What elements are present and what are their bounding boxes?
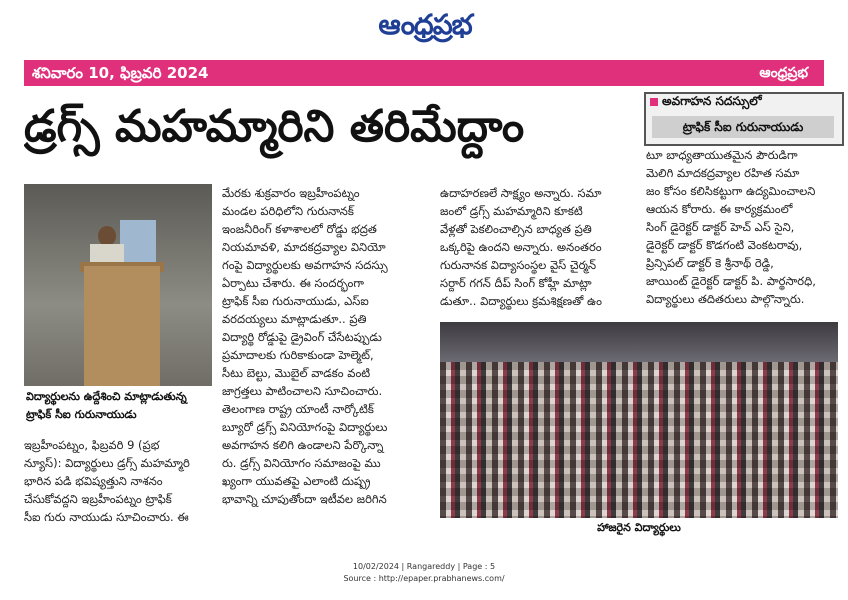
text-line: జాయింట్ డైరెక్టర్ డాక్టర్ పి. పార్థసారధి, xyxy=(646,274,816,288)
text-line: వరదయ్యలు మాట్లాడుతూ.. ప్రతి xyxy=(222,312,367,326)
text-line: జం కోసం కలిసికట్టుగా ఉద్యమించాలని xyxy=(646,184,816,198)
text-line: తెలంగాణ రాష్ట్ర యాంటీ నార్కోటిక్ xyxy=(222,402,374,416)
text-line: డైరెక్టర్ డాక్టర్ కొడగంటి వెంకటరావు, xyxy=(646,238,803,252)
text-line: టూ బాధ్యతాయుతమైన పౌరుడిగా xyxy=(646,148,798,162)
text-line: వేళ్లతో పెకలించాల్సిన బాధ్యత ప్రతి xyxy=(440,222,592,236)
text-line: జంలో డ్రగ్స్ మహమ్మారిని కూకటి xyxy=(440,204,583,218)
text-line: గంపై విద్యార్థులకు అవగాహన సదస్సు xyxy=(222,258,388,272)
hall-ceiling xyxy=(440,322,838,362)
text-line: సర్దార్ గగన్ దీప్ సింగ్ కోహ్లీ మాట్లా xyxy=(440,276,592,290)
text-line: భారిన పడి భవిష్యత్తుని నాశనం xyxy=(24,474,163,488)
bullet-square-icon xyxy=(650,98,658,106)
text-line: భావాన్ని చూపుతోందా ఇటీవల జరిగిన xyxy=(222,492,387,506)
text-line: మేరకు శుక్రవారం ఇబ్రహీంపట్నం xyxy=(222,186,360,200)
article-column-1 xyxy=(24,436,218,526)
sub-headline-line-1: అవగాహన సదస్సులో xyxy=(662,94,762,108)
sub-headline-line-2: ట్రాఫిక్ సీఐ గురునాయుడు xyxy=(652,116,834,138)
text-line: మెలిగి మాదకద్రవ్యాల రహిత సమా xyxy=(646,166,800,180)
text-line: జాగ్రత్తలు పాటించాలని సూచించారు. xyxy=(222,384,383,398)
text-line: సింగ్ డైరెక్టర్ డాక్టర్ హెచ్ ఎస్ సైని, xyxy=(646,220,795,234)
text-line: చేసుకోవద్దని ఇబ్రహీంపట్నం ట్రాఫిక్ xyxy=(24,492,172,506)
text-line: ప్రమాదాలకు గురికాకుండా హెల్మెట్, xyxy=(222,348,374,362)
text-line: ట్రాఫిక్ సీఐ గురునాయుడు, ఎస్ఐ xyxy=(222,294,369,308)
text-line: ఇబ్రహీంపట్నం, ఫిబ్రవరి 9 (ప్రభ xyxy=(24,438,160,452)
article-column-2 xyxy=(222,184,434,508)
text-line: సీఐ గురు నాయుడు సూచించారు. ఈ xyxy=(24,510,189,524)
text-line: నియమావళి, మాదకద్రవ్యాల వినియో xyxy=(222,240,386,254)
text-line: ఏర్పాటు చేశారు. ఈ సందర్భంగా xyxy=(222,276,364,290)
text-line: మండల పరిధిలోని గురునానక్ xyxy=(222,204,354,218)
crowd-rows xyxy=(440,362,838,518)
audience-photo xyxy=(440,322,838,518)
photo-caption-line-2: ట్రాఫిక్ సీఐ గురునాయుడు xyxy=(26,408,137,421)
text-line: ఖ్యంగా యువతపై ఎలాంటి దుష్ప్ర xyxy=(222,474,371,488)
issue-date: శనివారం 10, ఫిబ్రవరి 2024 xyxy=(32,64,209,82)
audience-photo-caption: హాజరైన విద్యార్థులు xyxy=(597,521,681,534)
text-line: ప్రిన్సిపల్ డాక్టర్ కె శ్రీనాథ్ రెడ్డి, xyxy=(646,256,774,270)
podium xyxy=(84,266,160,386)
article-column-4 xyxy=(646,146,842,308)
paper-name: ఆంధ్రప్రభ xyxy=(759,65,808,81)
text-line: ఆయన కోరారు. ఈ కార్యక్రమంలో xyxy=(646,202,793,216)
speaker-photo xyxy=(24,184,212,386)
newspaper-logo: ఆంధ్రప్రభ xyxy=(378,8,472,41)
article-headline: డ్రగ్స్ మహమ్మారిని తరిమేద్దాం xyxy=(24,101,525,152)
text-line: గురునానక విద్యాసంస్థల వైస్ చైర్మన్ xyxy=(440,258,597,272)
speaker-head xyxy=(98,226,116,246)
text-line: అవగాహన కలిగి ఉండాలని పేర్కొన్నా xyxy=(222,438,384,452)
article-column-3 xyxy=(440,184,642,310)
text-line: సీటు బెల్టు, మొబైల్ వాడకం వంటి xyxy=(222,366,371,380)
photo-caption-line-1: విద్యార్థులను ఉద్దేశించి మాట్లాడుతున్న xyxy=(26,390,187,403)
source-link[interactable]: Source : http://epaper.prabhanews.com/ xyxy=(343,574,505,583)
text-line: బ్యూరో డ్రగ్స్ వినియోగంపై విద్యార్థులు xyxy=(222,420,388,434)
text-line: ఇంజనీరింగ్ కళాశాలలో రోడ్డు భద్రత xyxy=(222,222,377,236)
text-line: న్యూస్): విద్యార్థులు డ్రగ్స్ మహమ్మారి xyxy=(24,456,190,470)
page-info: 10/02/2024 | Rangareddy | Page : 5 xyxy=(352,562,496,571)
text-line: విద్యార్థులు తదితరులు పాల్గొన్నారు. xyxy=(646,292,805,306)
text-line: ఒక్కరిపై ఉందని అన్నారు. అనంతరం xyxy=(440,240,602,254)
text-line: విద్యార్థి రోడ్డుపై డ్రైవింగ్ చేసేటప్పుడు xyxy=(222,330,382,344)
text-line: డుతూ.. విద్యార్థులు క్రమశిక్షణతో ఉం xyxy=(440,294,602,308)
text-line: రు. డ్రగ్స్ వినియోగం సమాజంపై ము xyxy=(222,456,381,470)
text-line: ఉదాహరణలే సాక్ష్యం అన్నారు. సమా xyxy=(440,186,602,200)
